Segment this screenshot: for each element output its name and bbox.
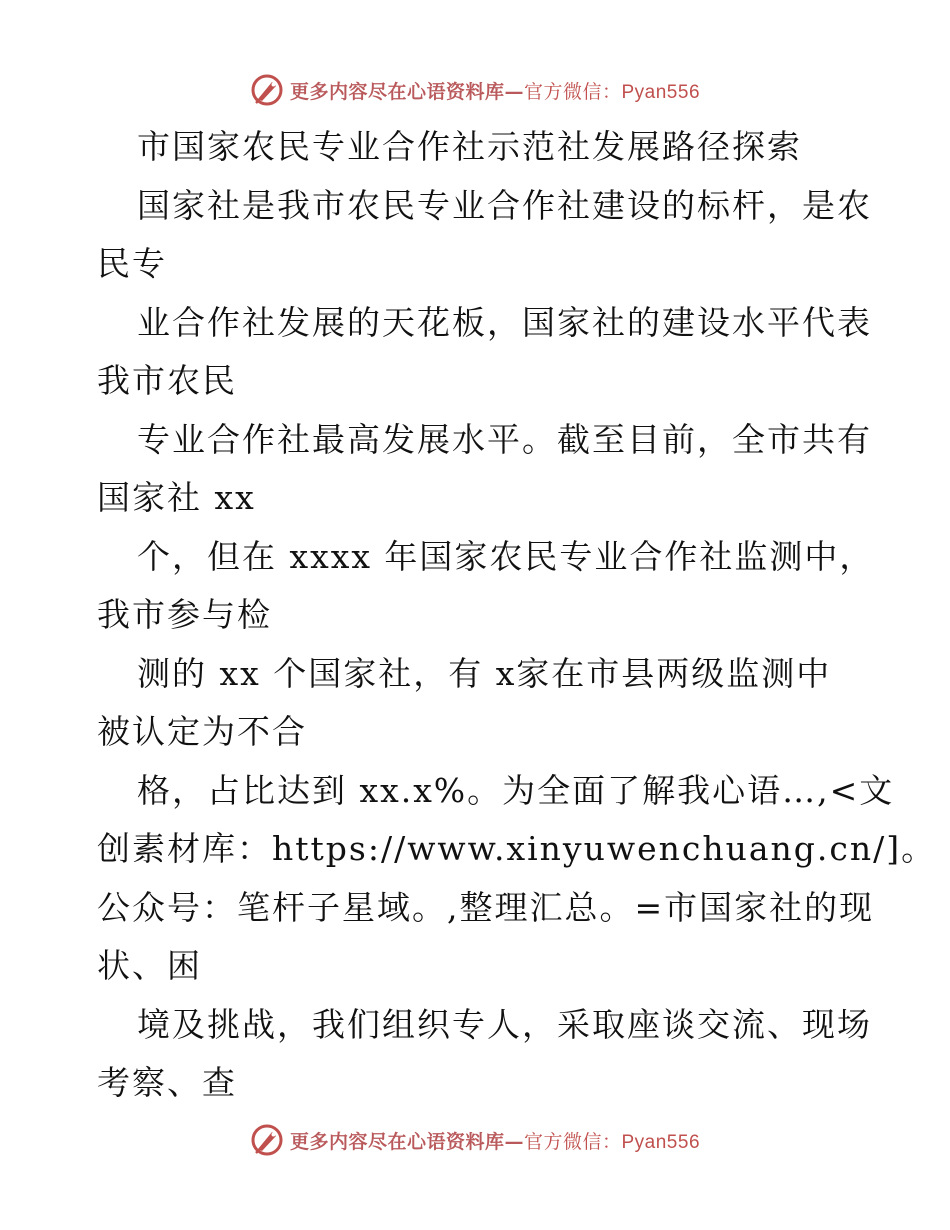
- pen-logo-icon: [250, 73, 284, 107]
- footer-wechat-id: 官方微信：Pyan556: [524, 1131, 701, 1153]
- pen-logo-icon: [250, 1123, 284, 1157]
- text-line: 我市农民: [97, 361, 237, 400]
- document-body: [97, 118, 937, 1113]
- text-line: 状、困: [97, 946, 202, 985]
- footer-banner: [0, 1120, 950, 1160]
- text-line: 个，但在 xxxx 年国家农民专业合作社监测中，: [137, 536, 875, 576]
- text-line: 国家社 xx: [97, 478, 256, 517]
- text-line: 创素材库：https://www.xinyuwenchuang.cn/]。: [97, 829, 937, 868]
- text-line: 民专: [97, 244, 167, 283]
- text-line: 专业合作社最高发展水平。截至目前，全市共有: [137, 419, 872, 459]
- text-line: 业合作社发展的天花板，国家社的建设水平代表: [137, 302, 872, 342]
- footer-banner-text: 更多内容尽在心语资料库—官方微信：Pyan556: [289, 1130, 701, 1153]
- text-line: 境及挑战，我们组织专人，采取座谈交流、现场: [137, 1004, 872, 1044]
- header-wechat-id: 官方微信：Pyan556: [524, 81, 701, 103]
- text-line: 被认定为不合: [97, 712, 307, 751]
- text-line: 公众号：笔杆子星域。,整理汇总。=市国家社的现: [97, 887, 875, 927]
- text-line: 市国家农民专业合作社示范社发展路径探索: [137, 127, 802, 166]
- header-banner: [0, 70, 950, 110]
- text-line: 国家社是我市农民专业合作社建设的标杆，是农: [137, 185, 872, 225]
- text-line: 测的 xx 个国家社，有 x家在市县两级监测中: [137, 653, 832, 693]
- text-line: 格，占比达到 xx.x%。为全面了解我心语…,<文: [137, 770, 895, 810]
- text-line: 我市参与检: [97, 595, 272, 634]
- text-line: 考察、查: [97, 1063, 237, 1102]
- header-banner-text: 更多内容尽在心语资料库—官方微信：Pyan556: [289, 80, 701, 103]
